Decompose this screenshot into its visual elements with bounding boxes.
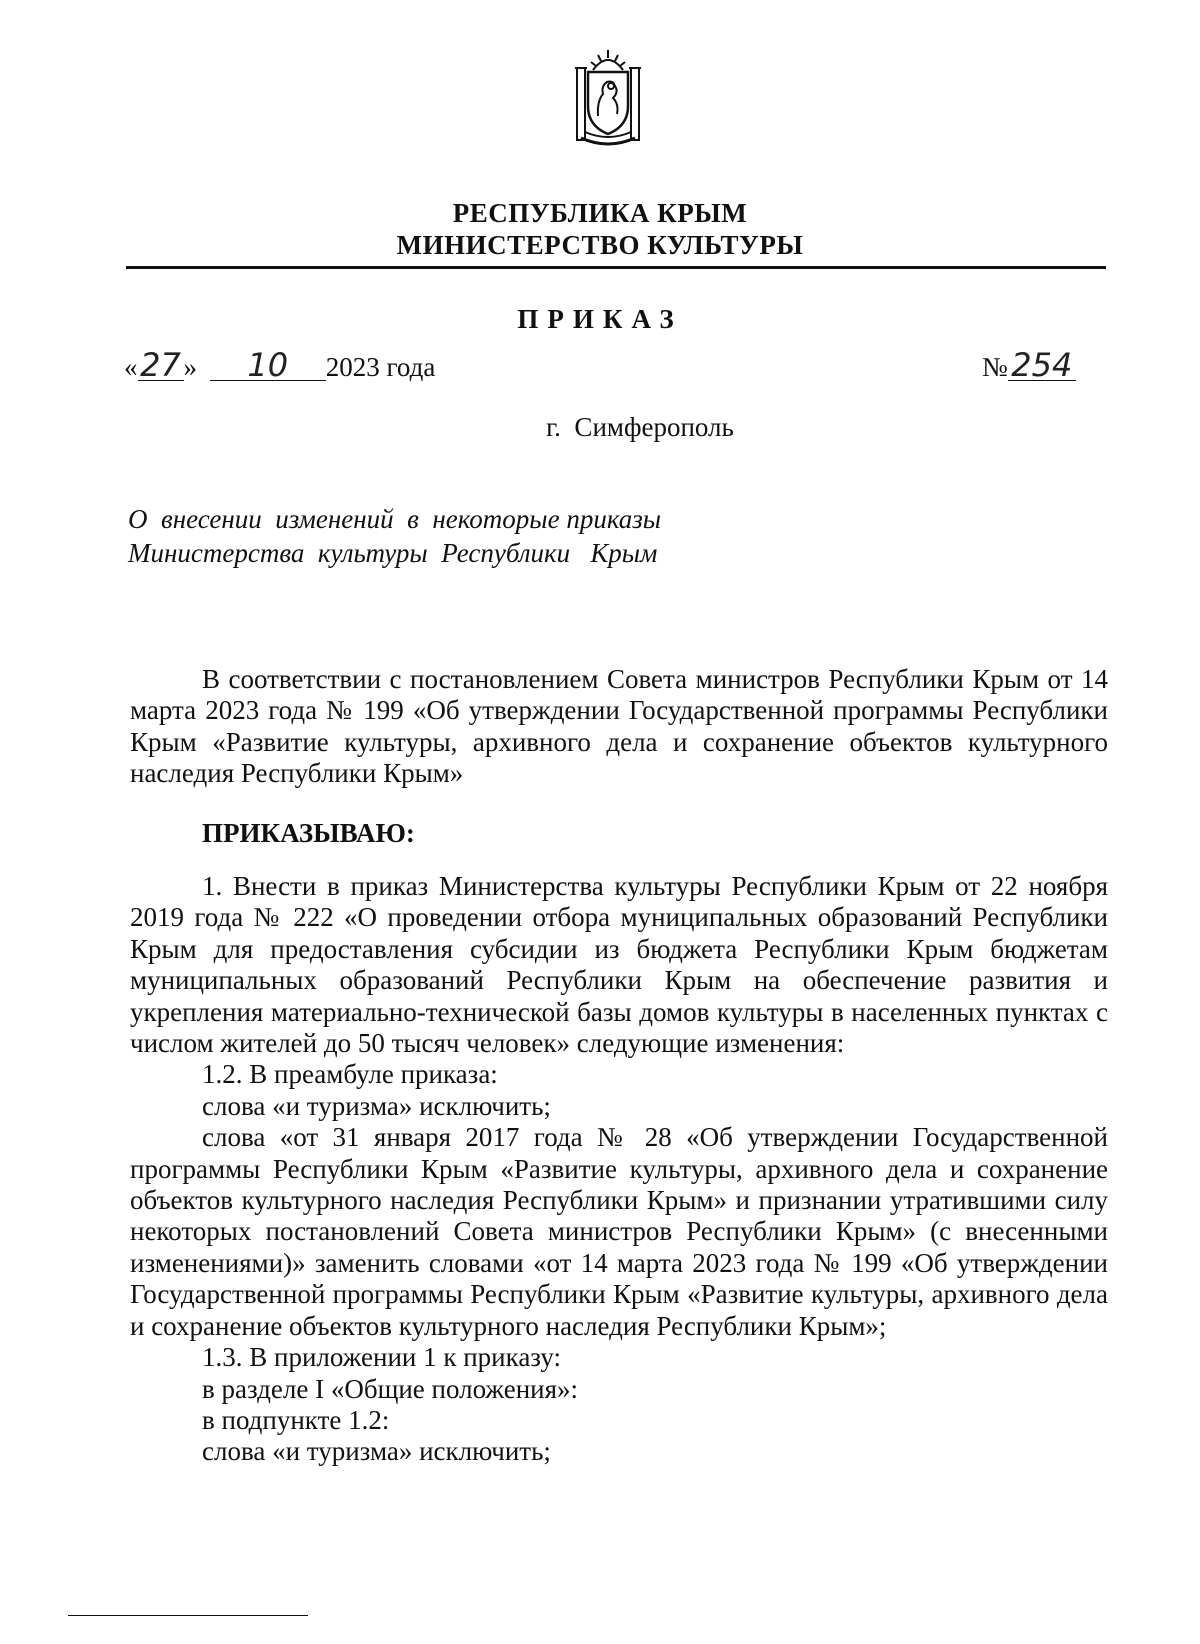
date-line — [124, 346, 436, 384]
footnote-divider — [68, 1615, 308, 1616]
header-ministry: МИНИСТЕРСТВО КУЛЬТУРЫ — [396, 230, 804, 260]
preamble — [130, 664, 1108, 790]
order-number-prefix: № — [982, 352, 1008, 382]
item-1-3-b: в подпункте 1.2: — [202, 1404, 390, 1435]
order-items — [130, 871, 1108, 1468]
date-open-quote: « — [124, 352, 138, 382]
coat-of-arms-emblem — [573, 46, 643, 150]
date-close-quote: » — [183, 352, 197, 382]
decree-word: ПРИКАЗЫВАЮ: — [202, 818, 415, 848]
preamble-text: В соответствии с постановлением Совета министров Республики Крым от 14 марта 2023 года № 199 «Об утверждении Государственной программы Республики Крым «Развитие культуры, архивного дела и сохранение объектов культурного наследия Республики Крым» — [130, 664, 1108, 789]
date-day: 27 — [138, 350, 184, 381]
subject-line-1: О внесении изменений в некоторые приказы — [128, 504, 662, 534]
subject-heading — [128, 502, 661, 570]
order-number-value: 254 — [1008, 350, 1076, 381]
item-1-2-a: слова «и туризма» исключить; — [202, 1090, 551, 1121]
item-1-2: 1.2. В преамбуле приказа: — [202, 1059, 498, 1090]
item-1: 1. Внести в приказ Министерства культуры Республики Крым от 22 ноября 2019 года № 222 «О проведении отбора муниципальных образований Республики Крым для предоставления субсидии из бюджета Республики Крым бюджетам муниципальных образований Республики Крым на обеспечение развития и укрепления материально-технической базы домов культуры в населенных пунктах с числом жителей до 50 тысяч человек» следующие изменения: — [130, 871, 1108, 1059]
item-1-3-a: в разделе I «Общие положения»: — [202, 1373, 579, 1404]
date-month: 10 — [210, 350, 326, 381]
header-divider — [126, 266, 1106, 269]
item-1-3-c: слова «и туризма» исключить; — [202, 1436, 551, 1467]
item-1-3: 1.3. В приложении 1 к приказу: — [202, 1342, 562, 1373]
city: г. Симферополь — [546, 412, 734, 442]
order-number — [982, 346, 1076, 384]
item-1-2-b: слова «от 31 января 2017 года № 28 «Об утверждении Государственной программы Республики Крым «Развитие культуры, архивного дела и сохранение объектов культурного наследия Республики Крым» и признании утратившими силу некоторых постановлений Совета министров Республики Крым» (с внесенными изменениями)» заменить словами «от 14 марта 2023 года № 199 «Об утверждении Государственной программы Республики Крым «Развитие культуры, архивного дела и сохранение объектов культурного наследия Республики Крым»; — [130, 1122, 1108, 1341]
subject-line-2: Министерства культуры Республики Крым — [128, 538, 658, 568]
header-republic: РЕСПУБЛИКА КРЫМ — [452, 198, 748, 228]
date-year: 2023 года — [325, 352, 436, 382]
document-title: ПРИКАЗ — [517, 304, 683, 334]
